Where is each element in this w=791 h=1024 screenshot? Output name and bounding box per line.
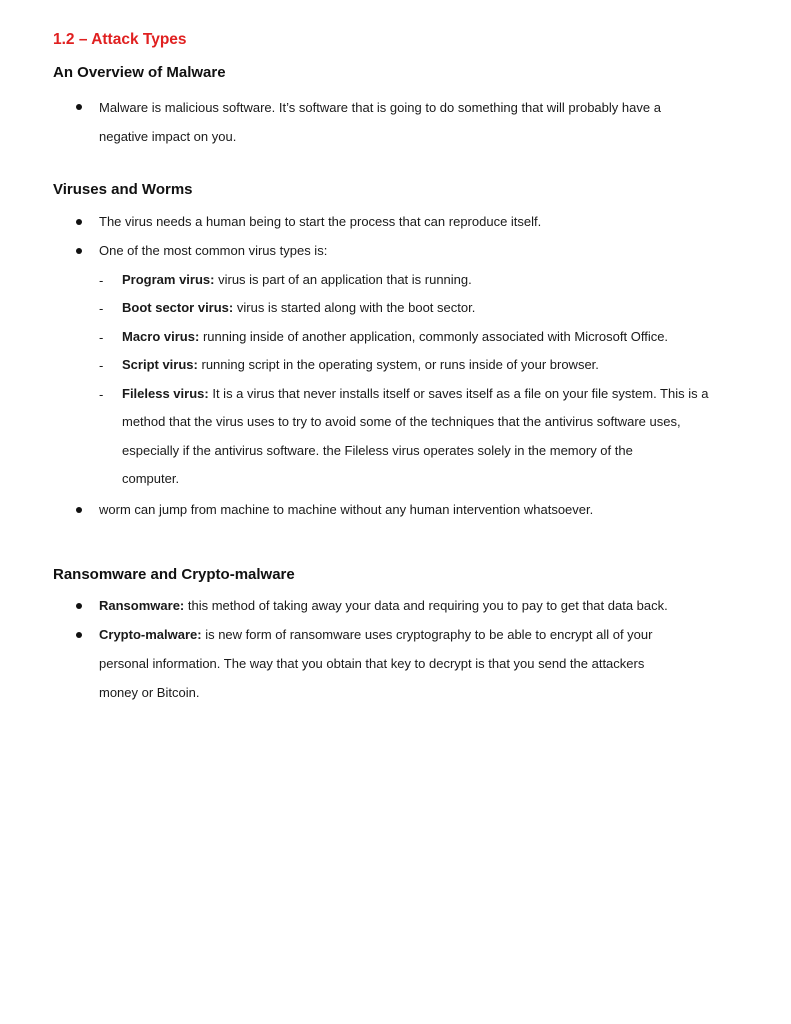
term-label: Macro virus: xyxy=(122,329,200,344)
bullet-icon xyxy=(76,507,82,513)
term-label: Ransomware: xyxy=(99,598,185,613)
term-label: Crypto-malware: xyxy=(99,627,202,642)
sub-list-item xyxy=(122,380,708,408)
term-description: It is a virus that never installs itself or saves itself as a file on your file system. This is a xyxy=(212,386,709,401)
term-label: Script virus: xyxy=(122,357,198,372)
bullet-icon xyxy=(76,248,82,254)
dash-marker: - xyxy=(99,273,104,288)
dash-marker: - xyxy=(99,358,104,373)
term-description: running inside of another application, commonly associated with Microsoft Office. xyxy=(202,329,669,344)
term-description-continued: personal information. The way that you obtain that key to decrypt is that you send the attackers xyxy=(99,656,645,671)
term-description: running script in the operating system, or runs inside of your browser. xyxy=(201,357,599,372)
term-description: virus is started along with the boot sector. xyxy=(236,300,476,315)
dash-marker: - xyxy=(99,330,104,345)
list-item-text xyxy=(99,621,652,649)
list-item-text: negative impact on you. xyxy=(99,129,237,144)
list-item-text: Malware is malicious software. It’s software that is going to do something that will probably have a xyxy=(99,100,661,115)
bullet-icon xyxy=(76,219,82,225)
bullet-icon xyxy=(76,104,82,110)
sub-list-item xyxy=(122,351,599,379)
list-item-text: worm can jump from machine to machine without any human intervention whatsoever. xyxy=(99,502,594,517)
term-label: Boot sector virus: xyxy=(122,300,234,315)
term-description: this method of taking away your data and requiring you to pay to get that data back. xyxy=(187,598,668,613)
term-description-continued: especially if the antivirus software. the Fileless virus operates solely in the memory of the xyxy=(122,443,633,458)
bullet-icon xyxy=(76,632,82,638)
bullet-icon xyxy=(76,603,82,609)
term-label: Fileless virus: xyxy=(122,386,209,401)
list-item-text xyxy=(99,592,668,620)
section-heading-viruses-worms: Viruses and Worms xyxy=(53,181,193,198)
term-description: is new form of ransomware uses cryptography to be able to encrypt all of your xyxy=(205,627,653,642)
dash-marker: - xyxy=(99,301,104,316)
sub-list-item xyxy=(122,266,472,294)
list-item-text: The virus needs a human being to start the process that can reproduce itself. xyxy=(99,214,542,229)
term-description-continued: computer. xyxy=(122,471,180,486)
term-description-continued: money or Bitcoin. xyxy=(99,685,200,700)
section-heading-ransomware: Ransomware and Crypto-malware xyxy=(53,566,295,583)
sub-list-item xyxy=(122,323,668,351)
page-title: 1.2 – Attack Types xyxy=(53,31,187,48)
sub-list-item xyxy=(122,294,475,322)
term-description-continued: method that the virus uses to try to avoid some of the techniques that the antivirus software uses, xyxy=(122,414,681,429)
list-item-text: One of the most common virus types is: xyxy=(99,243,328,258)
term-description: virus is part of an application that is running. xyxy=(218,272,472,287)
term-label: Program virus: xyxy=(122,272,215,287)
section-heading-malware-overview: An Overview of Malware xyxy=(53,64,226,81)
dash-marker: - xyxy=(99,387,104,402)
